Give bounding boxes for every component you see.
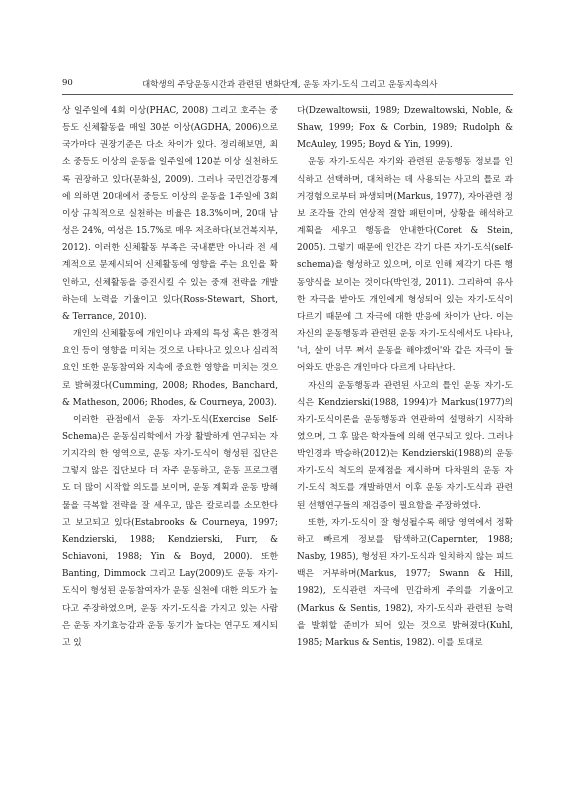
paragraph: 운동 자기-도식은 자기와 관련된 운동행동 정보를 인식하고 선택하며, 대처하는 데 사용되는 사고의 틀로 과거경험으로부터 파생되며(Markus, 1977), 자아관련 정보 조각들 간의 연상적 결합 패턴이며, 상황을 해석하고 계획을 세우고 행동을 안내한다(Coret & Stein, 2005). 그렇기 때문에 인간은 각기 다른 자기-도식(self-schema)을 형성하고 있으며, 이로 인해 제각기 다른 행동양식을 보이는 것이다(박인경, 2011). 그리하여 유사한 자극을 받아도 개인에게 형성되어 있는 자기-도식이 다르기 때문에 그 자극에 대한 반응에 차이가 난다. 이는 자신의 운동행동과 관련된 운동 자기-도식에서도 나타나, '너, 살이 너무 쪄서 운동을 해야겠어'와 같은 자극이 들어와도 반응은 개인마다 다르게 나타난다.: [297, 157, 513, 374]
running-title: 대학생의 주당운동시간과 관련된 변화단계, 운동 자기-도식 그리고 운동지속의사: [142, 80, 438, 90]
paragraph: 상 일주일에 4회 이상(PHAC, 2008) 그리고 호주는 중등도 신체활동을 매일 30분 이상(AGDHA, 2006)으로 국가마다 권장기준은 다소 차이가 있다. 정리해보면, 최소 중등도 이상의 운동을 일주일에 120분 이상 실천하도록 권장하고 있다(문화실, 2009). 그러나 국민건강통계에 의하면 20대에서 중등도 이상의 운동을 1주일에 3회 이상 규칙적으로 실천하는 비율은 18.3%이며, 20대 남성은 24%, 여성은 15.7%로 매우 저조하다(보건복지부, 2012). 이러한 신체활동 부족은 국내뿐만 아니라 전 세계적으로 문제시되어 신체활동에 영향을 주는 요인을 확인하고, 신체활동을 증진시킬 수 있는 중재 전략을 개발하는데 노력을 기울이고 있다(Ross-Stewart, Short, & Terrance, 2010).: [62, 106, 278, 322]
right-column: [297, 103, 513, 652]
paragraph: 개인의 신체활동에 개인이나 과제의 특성 혹은 환경적 요인 등이 영향을 미치는 것으로 나타나고 있으나 심리적 요인 또한 운동참여와 지속에 중요한 영향을 미치는 것으로 밝혀졌다(Cumming, 2008; Rhodes, Banchard, & Matheson, 2006; Rhodes, & Courneya, 2003).: [62, 329, 278, 408]
running-header: [62, 78, 513, 95]
paragraph: 자신의 운동행동과 관련된 사고의 틀인 운동 자기-도식은 Kendzierski(1988, 1994)가 Markus(1977)의 자기-도식이론을 운동행동과 연관하여 설명하기 시작하였으며, 그 후 많은 학자들에 의해 연구되고 있다. 그러나 박인경과 박승하(2012)는 Kendzierski(1988)의 운동 자기-도식 척도의 문제점을 제시하며 다차원의 운동 자기-도식 척도를 개발하면서 이후 운동 자기-도식과 관련된 선행연구들의 재검증이 필요함을 주장하였다.: [297, 380, 513, 511]
paragraph: 다(Dzewaltowsii, 1989; Dzewaltowski, Noble, & Shaw, 1999; Fox & Corbin, 1989; Rudolph & McAuley, 1995; Boyd & Yin, 1999).: [297, 106, 513, 151]
paragraph: 또한, 자기-도식이 잘 형성될수록 해당 영역에서 정확하고 빠르게 정보를 탐색하고(Capernter, 1988; Nasby, 1985), 형성된 자기-도식과 일치하지 않는 피드백은 거부하며(Markus, 1977; Swann & Hill, 1982), 도식관련 자극에 민감하게 주의를 기울이고(Markus & Sentis, 1982), 자기-도식과 관련된 능력을 발휘할 준비가 되어 있는 것으로 밝혀졌다(Kuhl, 1985; Markus & Sentis, 1982). 이를 토대로: [297, 517, 513, 648]
left-column: [62, 103, 278, 652]
paragraph: 이러한 관점에서 운동 자기-도식(Exercise Self-Schema)은 운동심리학에서 가장 활발하게 연구되는 자기지각의 한 영역으로, 운동 자기-도식이 형성된 집단은 그렇지 않은 집단보다 더 자주 운동하고, 운동 프로그램도 더 많이 시작할 의도를 보이며, 운동 계획과 운동 방해물을 극복할 전략을 잘 세우고, 많은 칼로리를 소모한다고 보고되고 있다(Estabrooks & Courneya, 1997; Kendzierski, 1988; Kendzierski, Furr, & Schiavoni, 1988; Yin & Boyd, 2000). 또한 Banting, Dimmock 그리고 Lay(2009)도 운동 자기-도식이 형성된 운동참여자가 운동 실천에 대한 의도가 높다고 주장하였으며, 운동 자기-도식을 가지고 있는 사람은 운동 자기효능감과 운동 동기가 높다는 연구도 제시되고 있: [62, 414, 278, 648]
page-number: 90: [62, 78, 73, 88]
